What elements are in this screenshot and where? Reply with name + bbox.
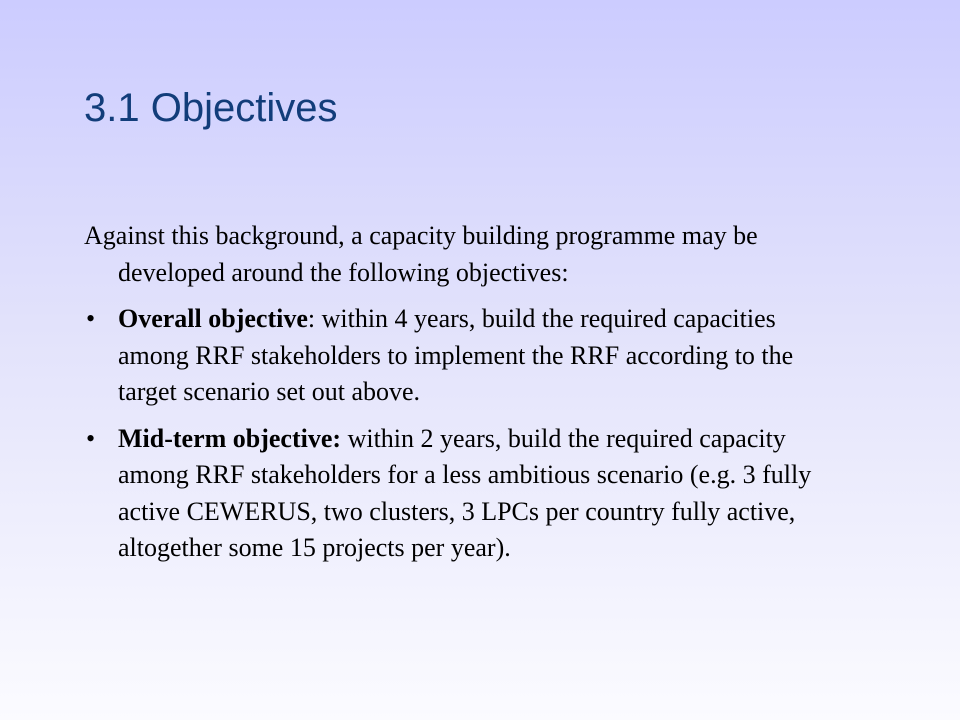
bullet-label: Mid-term objective: [118, 423, 342, 453]
intro-paragraph: Against this background, a capacity building programme may be developed around the following objectives: [84, 221, 758, 287]
bullet-text: within 2 years, build the required capacity among RRF stakeholders for a less ambitious scenario (e.g. 3 fully active CEWERUS, two clusters, 3 LPCs per country fully active, altogether some 15 projects per year). [118, 423, 812, 562]
slide-content [84, 218, 844, 577]
bullet-mid-term-objective [84, 421, 844, 567]
bullet-label: Overall objective [118, 304, 308, 333]
bullet-text: : within 4 years, build the required capacities among RRF stakeholders to implement the RRF according to the target scenario set out above. [118, 304, 794, 406]
bullet-marker: • [86, 423, 96, 453]
slide-title: 3.1 Objectives [84, 86, 338, 130]
bullet-marker: • [86, 304, 96, 333]
bullet-overall-objective [84, 301, 844, 411]
